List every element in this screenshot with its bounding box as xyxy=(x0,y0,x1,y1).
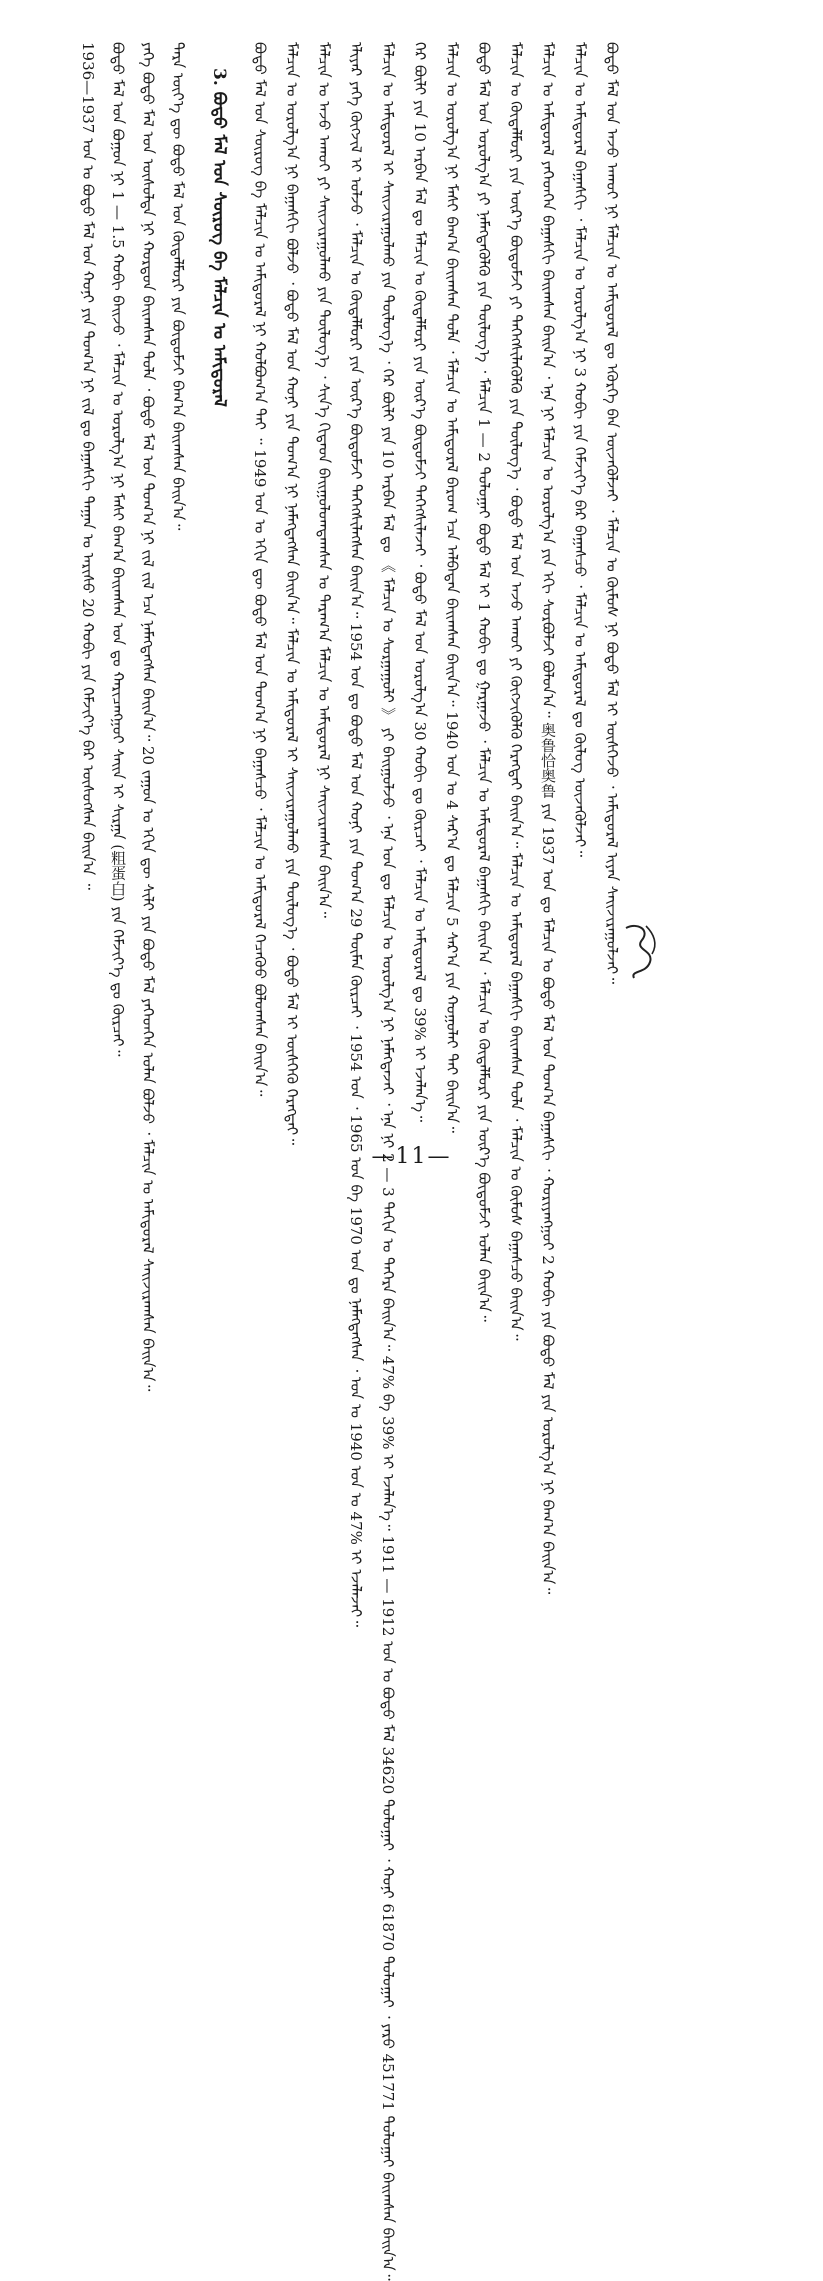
text-column-5 xyxy=(250,42,270,1122)
column-text: ᠶᠡᠬᠡ ᠪᠣᠳᠣ ᠮᠠᠯ ᠤᠨ ᠦᠰᠦᠯᠲᠡ ᠨᠢ ᠬᠤᠷᠳᠤᠨ ᠪᠠᠢᠭᠰᠠᠨ ᠲᠤᠯᠠ ᠂ ᠪᠣᠳᠣ ᠮᠠᠯ ᠤᠨ ᠲᠣᠭ᠎ᠠ ᠨᠢ ᠵᠢᠯ ᠵᠢᠯ ᠡᠴᠡ ᠨᠡᠮᠡᠭᠳᠡᠭᠰᠡᠨ ᠪᠠᠢᠨ᠎ᠠ᠃ 20 ᠵᠠᠭᠤᠨ ᠤ ᠡᠬᠢᠨ ᠳᠦ ᠰᠢᠯᠢ ᠶᠢᠨ ᠪᠣᠳᠣ ᠮᠠᠯ ᠶᠡᠬᠡᠳᠬᠡᠨ ᠣᠯᠠᠨ ᠪᠣᠯᠵᠤ ᠂ ᠮᠠᠯᠴᠢᠨ ᠤ ᠠᠮᠢᠳᠤᠷᠠᠯ ᠰᠠᠢᠵᠢᠷᠠᠭᠰᠠᠨ ᠪᠠᠢᠨ᠎ᠠ᠃ xyxy=(139,42,157,1392)
column-text: ᠮᠠᠯᠴᠢᠨ ᠤ ᠣᠷᠣᠯᠭ᠎ᠠ ᠨᠢ ᠪᠠᠭᠠᠰᠬᠢ ᠪᠣᠯᠵᠤ ᠂ ᠪᠣᠳᠣ ᠮᠠᠯ ᠤᠨ ᠬᠣᠨᠢ ᠶᠢᠨ ᠲᠣᠭ᠎ᠠ ᠨᠢ ᠨᠡᠮᠡᠭᠳᠡᠭᠰᠡᠨ ᠪᠠᠢᠨ᠎ᠠ᠃ ᠮᠠᠯᠴᠢᠨ ᠤ ᠠᠮᠢᠳᠤᠷᠠᠯ ᠢ ᠰᠠᠢᠵᠢᠷᠠᠭᠤᠯᠬᠤ ᠶᠢᠨ ᠲᠥᠯᠥᠭ᠎ᠡ ᠂ ᠪᠣᠳᠣ ᠮᠠᠯ ᠢ ᠥᠰᠬᠡᠬᠦ ᠬᠡᠷᠡᠭᠲᠡᠢ᠃ xyxy=(283,42,301,1145)
text-column-9 xyxy=(378,42,398,2281)
page-number: —11— xyxy=(371,1144,452,1169)
column-text: ᠡᠯᠢᠶᠡᠷ ᠶᠡᠬᠡ ᠬᠥᠭᠵᠢᠯ ᠢ ᠣᠯᠵᠤ ᠂ ᠮᠠᠯᠴᠢᠨ ᠤ ᠬᠥᠳᠡᠯᠮᠦᠷᠢ ᠶᠢᠨ ᠦᠷ᠎ᠡ ᠪᠦᠲᠦᠮᠵᠢ ᠳᠡᠭᠡᠭᠰᠢᠯᠡᠭᠰᠡᠨ ᠪᠠᠢᠨ᠎ᠠ᠃ 1954 ᠣᠨ ᠳᠤ ᠪᠣᠳᠣ ᠮᠠᠯ ᠤᠨ ᠬᠣᠨᠢ ᠶᠢᠨ ᠲᠣᠭ᠎ᠠ 29 ᠲᠦᠮᠡᠨ ᠬᠦᠷᠴᠡᠢ ᠂ 1954 ᠣᠨ ᠂ 1965 ᠣᠨ ᠪᠠ 1970 ᠣᠨ ᠳᠤ ᠨᠡᠮᠡᠭᠳᠡᠭᠰᠡᠨ ᠂ ᠣᠨ ᠤ 1940 ᠣᠨ ᠤ 47% ᠢ ᠡᠵᠡᠯᠡᠵᠡᠢ᠃ xyxy=(347,42,365,1628)
column-text: ᠪᠣᠳᠣ ᠮᠠᠯ ᠤᠨ ᠠᠵᠤ ᠠᠬᠤᠢ ᠨᠢ ᠮᠠᠯᠴᠢᠨ ᠤ ᠠᠮᠢᠳᠤᠷᠠᠯ ᠳᠤ ᠡᠭᠦᠷᠭᠡ ᠪᠠᠨ ᠦᠵᠡᠭᠦᠯᠵᠡᠢ ᠂ ᠮᠠᠯᠴᠢᠨ ᠤ ᠬᠦᠮᠦᠰ ᠨᠢ ᠪᠣᠳᠣ ᠮᠠᠯ ᠢ ᠥᠰᠬᠡᠵᠦ ᠂ ᠠᠮᠢᠳᠤᠷᠠᠯ ᠢᠶᠠᠨ ᠰᠠᠢᠵᠢᠷᠠᠭᠤᠯᠵᠠᠢ᠃ xyxy=(603,42,621,985)
column-text: ᠪᠣᠳᠣ ᠮᠠᠯ ᠤᠨ ᠪᠣᠭᠣᠨ ᠨᠢ 1 — 1.5 ᠬᠤᠪᠢ ᠪᠠᠢᠵᠤ ᠂ ᠮᠠᠯᠴᠢᠨ ᠤ ᠣᠷᠣᠯᠭ᠎ᠠ ᠨᠢ ᠮᠠᠰᠢ ᠪᠠᠭ᠎ᠠ ᠪᠠᠢᠭᠰᠠᠨ ᠣᠨ ᠳᠤ ᠬᠠᠷᠢᠴᠠᠩᠭᠤᠢ ᠰᠠᠢᠨ ᠢ ᠰᠢᠷᠭᠠ (粗蛋白) ᠶᠢᠨ ᠬᠡᠮᠵᠢᠶ᠎ᠡ ᠳᠤ ᠬᠦᠷᠴᠡᠢ᠃ xyxy=(109,42,127,1057)
text-column-8 xyxy=(346,42,366,1628)
column-text: ᠮᠠᠯᠴᠢᠨ ᠤ ᠠᠮᠢᠳᠤᠷᠠᠯ ᠶᠡᠬᠡᠳᠬᠡᠨ ᠪᠠᠭᠠᠰᠬᠢ ᠪᠠᠢᠭᠰᠠᠨ ᠪᠠᠢᠨ᠎ᠠ ᠂ ᠡᠨᠡ ᠨᠢ ᠮᠠᠯᠴᠢᠨ ᠤ ᠣᠷᠣᠯᠭ᠎ᠠ ᠶᠢᠨ ᠡᠬᠢ ᠰᠤᠷᠪᠤᠯᠵᠢ ᠪᠣᠯᠤᠨ᠎ᠠ᠃ 奥鲁恰奥鲁 ᠶᠢᠨ 1937 ᠣᠨ ᠳᠤ ᠮᠠᠯᠴᠢᠨ ᠤ ᠪᠣᠳᠣ ᠮᠠᠯ ᠤᠨ ᠲᠣᠭ᠎ᠠ ᠪᠠᠭᠠᠰᠬᠢ ᠂ ᠬᠤᠷᠢᠶᠠᠩᠭᠤᠢ 2 ᠬᠤᠪᠢ ᠶᠢᠨ ᠪᠣᠳᠣ ᠮᠠᠯ ᠶᠢᠨ ᠣᠷᠣᠯᠭ᠎ᠠ ᠨᠢ ᠪᠠᠭ᠎ᠠ ᠪᠠᠢᠨ᠎ᠠ᠃ xyxy=(539,42,557,1595)
column-text: ᠮᠠᠯᠴᠢᠨ ᠤ ᠣᠷᠣᠯᠭ᠎ᠠ ᠨᠢ ᠮᠠᠰᠢ ᠪᠠᠭ᠎ᠠ ᠪᠠᠢᠭᠰᠠᠨ ᠲᠤᠯᠠ ᠂ ᠮᠠᠯᠴᠢᠨ ᠤ ᠠᠮᠢᠳᠤᠷᠠᠯ ᠪᠠᠷᠤᠭ ᠡᠴᠡ ᠠᠯᠪᠠᠳᠠᠨ ᠪᠠᠢᠭᠰᠠᠨ ᠪᠠᠢᠨ᠎ᠠ᠃ 1940 ᠣᠨ ᠤ 4 ᠰᠠᠷ᠎ᠠ ᠳᠤ ᠮᠠᠯᠴᠢᠨ 5 ᠰᠠᠷ᠎ᠠ ᠶᠢᠨ ᠬᠣᠭᠣᠯᠠᠢ ᠲᠠᠢ ᠪᠠᠢᠨ᠎ᠠ᠃ xyxy=(443,42,461,1133)
column-text: ᠲᠡᠷᠡ ᠦᠶ᠎ᠡ ᠳᠦ ᠪᠣᠳᠣ ᠮᠠᠯ ᠤᠨ ᠬᠦᠳᠡᠯᠮᠦᠷᠢ ᠶᠢᠨ ᠪᠦᠲᠦᠮᠵᠢ ᠪᠠᠭ᠎ᠠ ᠪᠠᠢᠭᠰᠠᠨ ᠪᠠᠢᠨ᠎ᠠ᠃ xyxy=(169,42,187,531)
column-text: ᠮᠠᠯᠴᠢᠨ ᠤ ᠠᠮᠢᠳᠤᠷᠠᠯ ᠢ ᠰᠠᠢᠵᠢᠷᠠᠭᠤᠯᠬᠤ ᠶᠢᠨ ᠲᠥᠯᠥᠭ᠎ᠡ ᠂ ᠭᠡᠷ ᠪᠦᠯᠢ ᠶᠢᠨ 10 ᠠᠷᠪᠠᠨ ᠮᠠᠯ ᠳᠤ 《 ᠮᠠᠯᠴᠢᠨ ᠤ ᠰᠤᠷᠭᠠᠭᠤᠯᠢ 》 ᠶᠢ ᠪᠠᠢᠭᠤᠯᠵᠤ ᠂ ᠡᠨᠡ ᠣᠨ ᠳᠤ ᠮᠠᠯᠴᠢᠨ ᠤ ᠣᠷᠣᠯᠭ᠎ᠠ ᠨᠢ ᠨᠡᠮᠡᠭᠳᠡᠵᠡᠢ ᠂ ᠡᠨᠡ ᠨᠢ 2 — 3 ᠳᠠᠬᠢᠨ ᠤ ᠳᠡᠭᠡᠷᠡ ᠪᠠᠢᠨ᠎ᠠ᠃ 47% ᠪᠠ 39% ᠢ ᠡᠵᠡᠯᠡᠨ᠎ᠡ᠃ 1911 — 1912 ᠣᠨ ᠤ ᠪᠣᠳᠣ ᠮᠠᠯ 34620 ᠲᠣᠯᠣᠭᠠᠢ ᠂ ᠬᠣᠨᠢ 61870 ᠲᠣᠯᠣᠭᠠᠢ ᠂ ᠶᠡᠷᠦ 451771 ᠲᠣᠯᠣᠭᠠᠢ ᠪᠠᠢᠭᠰᠠᠨ ᠪᠠᠢᠨ᠎ᠠ᠃ xyxy=(379,42,397,2281)
column-text: 1936—1937 ᠣᠨ ᠤ ᠪᠣᠳᠣ ᠮᠠᠯ ᠤᠨ ᠬᠣᠨᠢ ᠶᠢᠨ ᠲᠣᠭ᠎ᠠ ᠨᠢ ᠵᠢᠯ ᠳᠤ ᠪᠠᠭᠠᠰᠬᠢ ᠳᠠᠭᠠᠨ ᠤ ᠠᠷᠢᠰᠤ 20 ᠬᠤᠪᠢ ᠶᠢᠨ ᠬᠡᠮᠵᠢᠶ᠎ᠡ ᠪᠡᠷ ᠦᠰᠦᠭᠰᠡᠨ ᠪᠠᠢᠨ᠎ᠠ ᠃ xyxy=(79,42,97,890)
column-text: ᠪᠣᠳᠣ ᠮᠠᠯ ᠤᠨ ᠣᠷᠣᠯᠭ᠎ᠠ ᠶᠢ ᠨᠡᠮᠡᠭᠳᠡᠭᠦᠯᠬᠦ ᠶᠢᠨ ᠲᠥᠯᠥᠭ᠎ᠡ ᠂ ᠮᠠᠯᠴᠢᠨ 1 — 2 ᠲᠣᠯᠣᠭᠠᠢ ᠪᠣᠳᠣ ᠮᠠᠯ ᠢ 1 ᠬᠤᠪᠢ ᠳᠤ ᠭᠠᠷᠭᠠᠵᠤ ᠂ ᠮᠠᠯᠴᠢᠨ ᠤ ᠠᠮᠢᠳᠤᠷᠠᠯ ᠪᠠᠭᠠᠰᠬᠢ ᠪᠠᠢᠨ᠎ᠠ ᠂ ᠮᠠᠯᠴᠢᠨ ᠤ ᠬᠥᠳᠡᠯᠮᠦᠷᠢ ᠶᠢᠨ ᠦᠷ᠎ᠡ ᠪᠦᠲᠦᠮᠵᠢ ᠣᠯᠠᠨ ᠪᠠᠢᠨ᠎ᠠ᠃ xyxy=(475,42,493,1322)
text-column-2 xyxy=(108,42,128,1122)
text-column-16 xyxy=(602,42,622,1122)
column-text: ᠮᠠᠯᠴᠢᠨ ᠤ ᠬᠥᠳᠡᠯᠮᠦᠷᠢ ᠶᠢᠨ ᠦᠷ᠎ᠡ ᠪᠦᠲᠦᠮᠵᠢ ᠶᠢ ᠳᠡᠭᠡᠭᠰᠢᠯᠡᠭᠦᠯᠬᠦ ᠶᠢᠨ ᠲᠥᠯᠥᠭ᠎ᠡ ᠂ ᠪᠣᠳᠣ ᠮᠠᠯ ᠤᠨ ᠠᠵᠤ ᠠᠬᠤᠢ ᠶᠢ ᠬᠥᠭᠵᠢᠭᠦᠯᠬᠦ ᠬᠡᠷᠡᠭᠲᠡᠢ ᠪᠠᠢᠨ᠎ᠠ᠃ ᠮᠠᠯᠴᠢᠨ ᠤ ᠠᠮᠢᠳᠤᠷᠠᠯ ᠪᠠᠭᠠᠰᠬᠢ ᠪᠠᠢᠭᠰᠠᠨ ᠲᠤᠯᠠ ᠂ ᠮᠠᠯᠴᠢᠨ ᠤ ᠬᠦᠮᠦᠰ ᠪᠠᠭᠠᠰᠴᠤ ᠪᠠᠢᠨ᠎ᠠ᠃ xyxy=(507,42,525,1341)
section-number: 3. xyxy=(209,68,229,86)
text-column-12 xyxy=(474,42,494,1322)
text-column-1 xyxy=(78,42,98,1122)
section-title: ᠪᠣᠳᠣ ᠮᠠᠯ ᠤᠨ ᠰᠦᠷᠦᠭ ᠪᠠ ᠮᠠᠯᠴᠢᠨ ᠤ ᠠᠮᠢᠳᠤᠷᠠᠯ xyxy=(209,91,229,407)
column-text: ᠭᠡᠷ ᠪᠦᠯᠢ ᠶᠢᠨ 10 ᠠᠷᠪᠠᠨ ᠮᠠᠯ ᠳᠤ ᠮᠠᠯᠴᠢᠨ ᠤ ᠬᠥᠳᠡᠯᠮᠦᠷᠢ ᠶᠢᠨ ᠦᠷ᠎ᠡ ᠪᠦᠲᠦᠮᠵᠢ ᠳᠡᠭᠡᠭᠰᠢᠯᠡᠵᠡᠢ ᠂ ᠪᠣᠳᠣ ᠮᠠᠯ ᠤᠨ ᠣᠷᠣᠯᠭ᠎ᠠ 30 ᠬᠤᠪᠢ ᠳᠤ ᠬᠦᠷᠴᠡᠢ ᠂ ᠮᠠᠯᠴᠢᠨ ᠤ ᠠᠮᠢᠳᠤᠷᠠᠯ ᠳᠤ 39% ᠢ ᠡᠵᠡᠯᠡᠨ᠎ᠡ᠃ xyxy=(411,42,429,1122)
text-column-15 xyxy=(570,42,590,1122)
column-text: ᠮᠠᠯᠴᠢᠨ ᠤ ᠠᠮᠢᠳᠤᠷᠠᠯ ᠪᠠᠭᠠᠰᠬᠢ ᠂ ᠮᠠᠯᠴᠢᠨ ᠤ ᠣᠷᠣᠯᠭ᠎ᠠ ᠨᠢ 3 ᠬᠤᠪᠢ ᠶᠢᠨ ᠬᠡᠮᠵᠢᠶ᠎ᠡ ᠪᠡᠷ ᠪᠠᠭᠠᠰᠴᠤ ᠂ ᠮᠠᠯᠴᠢᠨ ᠤ ᠠᠮᠢᠳᠤᠷᠠᠯ ᠳᠤ ᠬᠥᠯᠥᠭ ᠦᠵᠡᠭᠦᠯᠵᠡᠢ᠃ xyxy=(571,42,589,858)
text-column-3 xyxy=(138,42,158,1392)
column-text: ᠪᠣᠳᠣ ᠮᠠᠯ ᠤᠨ ᠰᠦᠷᠦᠭ ᠪᠠ ᠮᠠᠯᠴᠢᠨ ᠤ ᠠᠮᠢᠳᠤᠷᠠᠯ ᠨᠢ ᠬᠣᠯᠪᠣᠭ᠎ᠠ ᠲᠠᠢ ᠃ 1949 ᠣᠨ ᠤ ᠡᠬᠢᠨ ᠳᠦ ᠪᠣᠳᠣ ᠮᠠᠯ ᠤᠨ ᠲᠣᠭ᠎ᠠ ᠨᠢ ᠪᠠᠭᠠᠰᠴᠤ ᠂ ᠮᠠᠯᠴᠢᠨ ᠤ ᠠᠮᠢᠳᠤᠷᠠᠯ ᠬᠡᠴᠡᠭᠦᠦ ᠪᠣᠯᠤᠭᠰᠠᠨ ᠪᠠᠢᠨ᠎ᠠ᠃ xyxy=(251,42,269,1097)
column-text: ᠮᠠᠯᠴᠢᠨ ᠤ ᠠᠵᠤ ᠠᠬᠤᠢ ᠶᠢ ᠰᠠᠢᠵᠢᠷᠠᠭᠤᠯᠬᠤ ᠶᠢᠨ ᠲᠥᠯᠥᠭ᠎ᠡ ᠂ ᠰᠢᠨ᠎ᠡ ᠬᠢᠲᠠᠳ ᠪᠠᠢᠭᠤᠯᠤᠭᠳᠠᠭᠰᠠᠨ ᠤ ᠳᠠᠷᠠᠭ᠎ᠠ ᠮᠠᠯᠴᠢᠨ ᠤ ᠠᠮᠢᠳᠤᠷᠠᠯ ᠨᠢ ᠰᠠᠢᠵᠢᠷᠠᠭᠰᠠᠨ ᠪᠠᠢᠨ᠎ᠠ᠃ xyxy=(315,42,333,918)
handwritten-mark xyxy=(620,920,664,982)
text-column-6 xyxy=(282,42,302,1145)
text-column-7 xyxy=(314,42,334,1122)
section-heading xyxy=(204,68,234,668)
text-column-10 xyxy=(410,42,430,1122)
text-column-14 xyxy=(538,42,558,1595)
text-column-4 xyxy=(168,42,188,531)
text-column-11 xyxy=(442,42,462,1133)
text-column-13 xyxy=(506,42,526,1341)
